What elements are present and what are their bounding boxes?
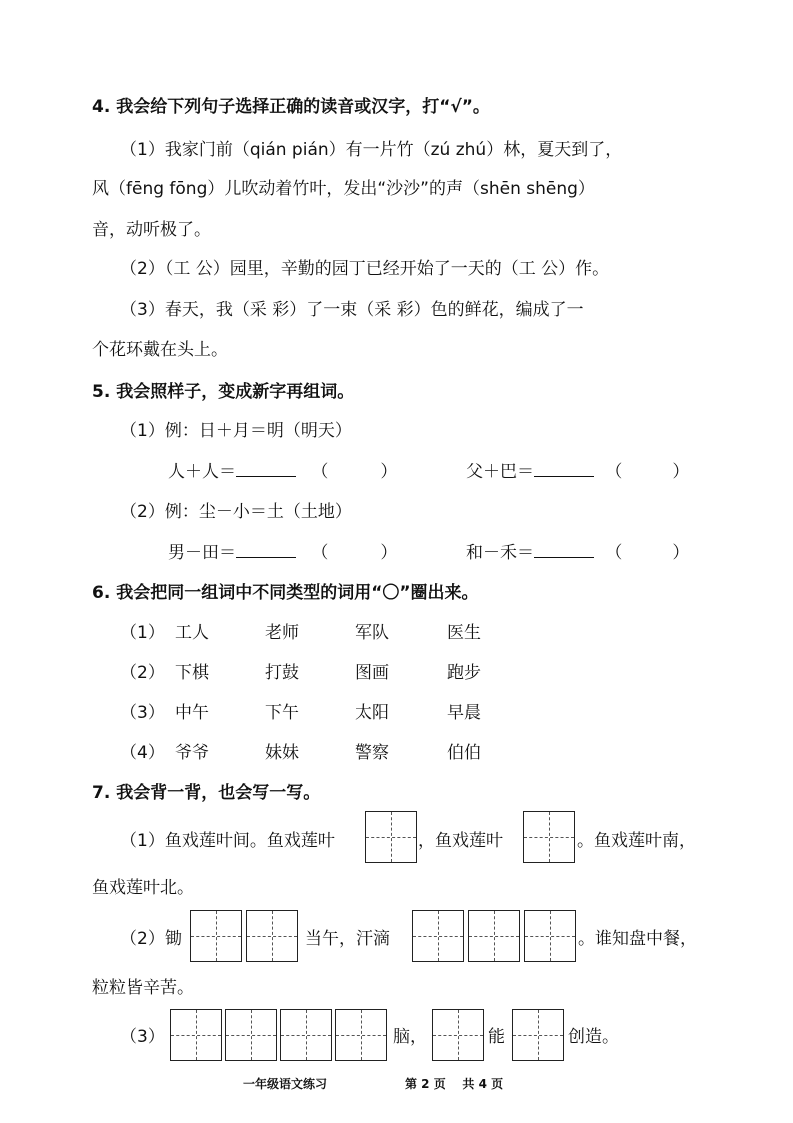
q5-p1b-label: 父＋巴＝	[466, 462, 534, 482]
q7-l2-text-c: 。谁知盘中餐，	[578, 929, 697, 949]
word-item[interactable]: 军队	[355, 623, 389, 643]
writing-grid-cell[interactable]	[523, 811, 575, 863]
row-number: （2）	[120, 663, 165, 683]
word-item[interactable]: 早晨	[447, 703, 481, 723]
q5-example-2: （2）例：尘－小＝土（土地）	[120, 502, 352, 522]
q7-l1-text-d: 鱼戏莲叶北。	[92, 878, 194, 898]
word-item[interactable]: 打鼓	[265, 663, 299, 683]
q4-sentence-1b: 风（fēng fōng）儿吹动着竹叶，发出“沙沙”的声（shēn shēng）	[92, 179, 595, 199]
paren-open: （	[311, 462, 329, 482]
q6-row	[120, 701, 481, 725]
writing-grid-cell[interactable]	[512, 1009, 564, 1061]
q5-title: 5. 我会照样子，变成新字再组词。	[92, 382, 355, 402]
word-item[interactable]: 警察	[355, 743, 389, 763]
q4-title: 4. 我会给下列句子选择正确的读音或汉字，打“√”。	[92, 97, 490, 117]
q6-row	[120, 741, 481, 765]
q4-sentence-2: （2）（工 公）园里，辛勤的园丁已经开始了一天的（工 公）作。	[120, 259, 610, 279]
paren-open: （	[311, 543, 329, 563]
word-item[interactable]: 伯伯	[447, 743, 481, 763]
row-number: （3）	[120, 703, 165, 723]
q6-row	[120, 661, 481, 685]
q7-l2-text-a: （2）锄	[120, 929, 182, 949]
q7-l3-text-a: （3）	[120, 1027, 165, 1047]
q7-l3-text-d: 创造。	[568, 1027, 619, 1047]
word-item[interactable]: 妹妹	[265, 743, 299, 763]
q7-l2-text-d: 粒粒皆辛苦。	[92, 978, 194, 998]
answer-blank[interactable]	[534, 539, 594, 558]
row-number: （4）	[120, 743, 165, 763]
writing-grid-cell[interactable]	[246, 910, 298, 962]
word-item[interactable]: 下午	[265, 703, 299, 723]
footer-page-number: 第 2 页 共 4 页	[405, 1077, 504, 1091]
word-item[interactable]: 跑步	[447, 663, 481, 683]
q6-title: 6. 我会把同一组词中不同类型的词用“〇”圈出来。	[92, 583, 479, 603]
q6-row	[120, 621, 481, 645]
q4-sentence-3b: 个花环戴在头上。	[92, 340, 228, 360]
word-item[interactable]: 爷爷	[175, 743, 209, 763]
paren-close: ）	[672, 462, 690, 482]
writing-grid-cell[interactable]	[412, 910, 464, 962]
q5-problem-1b	[466, 458, 689, 484]
word-item[interactable]: 医生	[447, 623, 481, 643]
q7-l1-text-b: ，鱼戏莲叶	[418, 831, 503, 851]
q7-l1-text-a: （1）鱼戏莲叶间。鱼戏莲叶	[120, 831, 335, 851]
word-item[interactable]: 太阳	[355, 703, 389, 723]
q4-sentence-1c: 音，动听极了。	[92, 220, 211, 240]
q5-example-1: （1）例：日＋月＝明（明天）	[120, 421, 352, 441]
writing-grid-cell[interactable]	[170, 1009, 222, 1061]
word-item[interactable]: 老师	[265, 623, 299, 643]
q7-l1-text-c: 。鱼戏莲叶南，	[577, 831, 696, 851]
q4-sentence-1a: （1）我家门前（qián pián）有一片竹（zú zhú）林，夏天到了，	[120, 140, 623, 160]
word-item[interactable]: 下棋	[175, 663, 209, 683]
q5-p1a-label: 人＋人＝	[168, 462, 236, 482]
word-item[interactable]: 图画	[355, 663, 389, 683]
writing-grid-cell[interactable]	[524, 910, 576, 962]
paren-close: ）	[380, 462, 398, 482]
word-item[interactable]: 中午	[175, 703, 209, 723]
q7-l3-text-b: 脑，	[393, 1027, 427, 1047]
paren-open: （	[605, 462, 623, 482]
q5-problem-2a	[168, 539, 397, 565]
q5-p2b-label: 和－禾＝	[466, 543, 534, 563]
q7-title: 7. 我会背一背，也会写一写。	[92, 783, 321, 803]
q5-problem-2b	[466, 539, 689, 565]
writing-grid-cell[interactable]	[280, 1009, 332, 1061]
writing-grid-cell[interactable]	[432, 1009, 484, 1061]
q5-problem-1a	[168, 458, 397, 484]
q7-l3-text-c: 能	[488, 1027, 505, 1047]
writing-grid-cell[interactable]	[365, 811, 417, 863]
paren-close: ）	[672, 543, 690, 563]
answer-blank[interactable]	[534, 458, 594, 477]
writing-grid-cell[interactable]	[335, 1009, 387, 1061]
writing-grid-cell[interactable]	[225, 1009, 277, 1061]
q7-l2-text-b: 当午，汗滴	[305, 929, 390, 949]
answer-blank[interactable]	[236, 539, 296, 558]
answer-blank[interactable]	[236, 458, 296, 477]
writing-grid-cell[interactable]	[190, 910, 242, 962]
paren-close: ）	[380, 543, 398, 563]
footer-title: 一年级语文练习	[243, 1077, 328, 1091]
paren-open: （	[605, 543, 623, 563]
word-item[interactable]: 工人	[175, 623, 209, 643]
row-number: （1）	[120, 623, 165, 643]
q5-p2a-label: 男－田＝	[168, 543, 236, 563]
q4-sentence-3a: （3）春天，我（采 彩）了一束（采 彩）色的鲜花，编成了一	[120, 300, 584, 320]
writing-grid-cell[interactable]	[468, 910, 520, 962]
